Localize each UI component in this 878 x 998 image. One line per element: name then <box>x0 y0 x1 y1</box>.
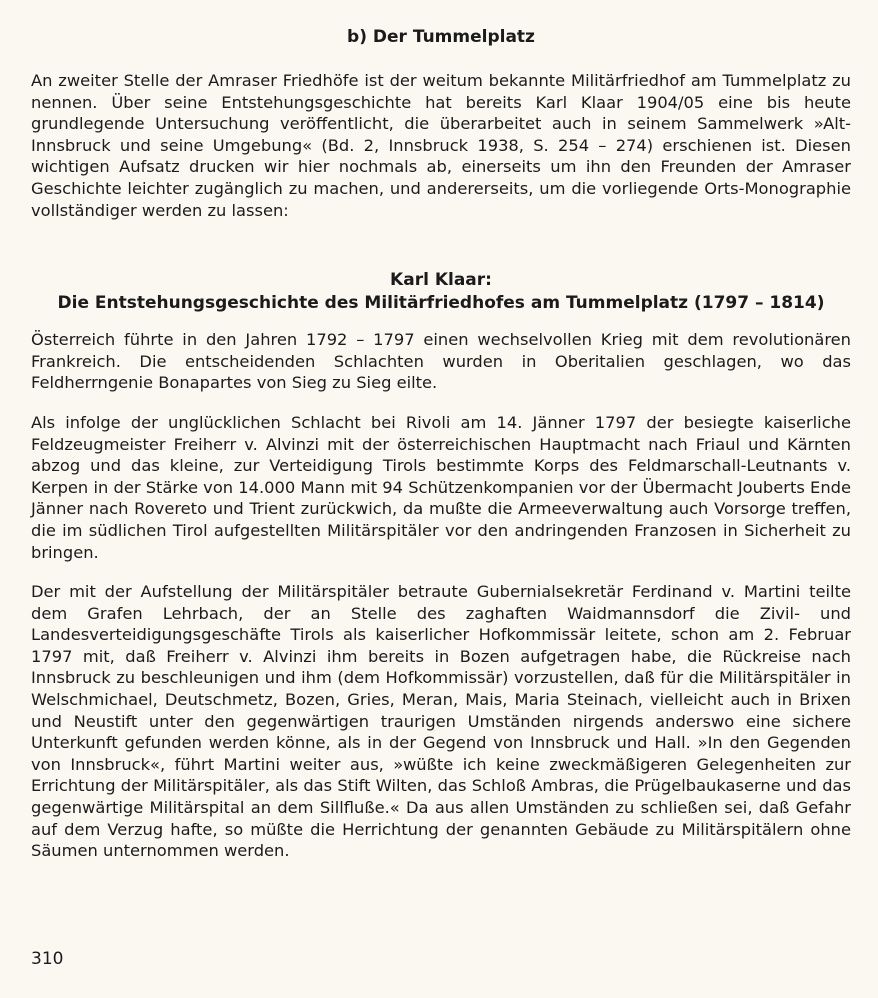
article-title: Die Entstehungsgeschichte des Militärfriedhofes am Tummelplatz (1797 – 1814) <box>57 293 825 314</box>
article-author: Karl Klaar: <box>390 270 492 291</box>
body-paragraph: Als infolge der unglücklichen Schlacht bei Rivoli am 14. Jänner 1797 der besiegte kaiserliche Feldzeugmeister Freiherr v. Alvinzi mit der österreichischen Hauptmacht nach Friaul und Kärnten abzog und das kleine, zur Verteidigung Tirols bestimmte Korps des Feldmarschall-Leutnants v. Kerpen in der Stärke von 14.000 Mann mit 94 Schützenkompanien vor der Übermacht Jouberts Ende Jänner nach Rovereto und Trient zurückwich, da mußte die Armeeverwaltung auch Vorsorge treffen, die im südlichen Tirol aufgestellten Militärspitäler vor den andringenden Franzosen in Sicherheit zu bringen. <box>31 412 851 562</box>
body-paragraph: Der mit der Aufstellung der Militärspitäler betraute Gubernialsekretär Ferdinand v. Martini teilte dem Grafen Lehrbach, der an Stelle des zaghaften Waidmannsdorf die Zivil- und Landesverteidigungsgeschäfte Tirols als kaiserlicher Hofkommissär leitete, schon am 2. Februar 1797 mit, daß Freiherr v. Alvinzi ihm bereits in Bozen aufgetragen habe, die Rückreise nach Innsbruck zu beschleunigen und ihm (dem Hofkommissär) vorzustellen, daß für die Militärspitäler in Welschmichael, Deutschmetz, Bozen, Gries, Meran, Mais, Maria Steinach, vielleicht auch in Brixen und Neustift unter den gegenwärtigen traurigen Umständen nirgends anderswo eine sichere Unterkunft gefunden werden könne, als in der Gegend von Innsbruck und Hall. »In den Gegenden von Innsbruck«, führt Martini weiter aus, »wüßte ich keine zweckmäßigeren Gelegenheiten zur Errichtung der Militärspitäler, als das Stift Wilten, das Schloß Ambras, die Prügelbaukaserne und das gegenwärtige Militärspital an dem Sillfluße.« Da aus allen Umständen zu schließen sei, daß Gefahr auf dem Verzug hafte, so müßte die Herrichtung der genannten Gebäude zu Militärspitälern ohne Säumen unternommen werden. <box>31 582 851 861</box>
body-paragraph: Österreich führte in den Jahren 1792 – 1797 einen wechselvollen Krieg mit dem revolutionären Frankreich. Die entscheidenden Schlachten wurden in Oberitalien geschlagen, wo das Feldherrngenie Bonapartes von Sieg zu Sieg eilte. <box>31 330 851 393</box>
intro-paragraph: An zweiter Stelle der Amraser Friedhöfe ist der weitum bekannte Militärfriedhof am Tummelplatz zu nennen. Über seine Entstehungsgeschichte hat bereits Karl Klaar 1904/05 eine bis heute grundlegende Untersuchung veröffentlicht, die überarbeitet auch in seinem Sammelwerk »Alt-Innsbruck und seine Umgebung« (Bd. 2, Innsbruck 1938, S. 254 – 274) erschienen ist. Diesen wichtigen Aufsatz drucken wir hier nochmals ab, einerseits um ihn den Freunden der Amraser Geschichte leichter zugänglich zu machen, und andererseits, um die vorliegende Orts-Monographie vollständiger werden zu lassen: <box>31 71 851 220</box>
document-page <box>31 26 851 880</box>
article-heading <box>31 269 851 315</box>
page-number: 310 <box>31 949 64 969</box>
section-heading: b) Der Tummelplatz <box>347 27 535 47</box>
